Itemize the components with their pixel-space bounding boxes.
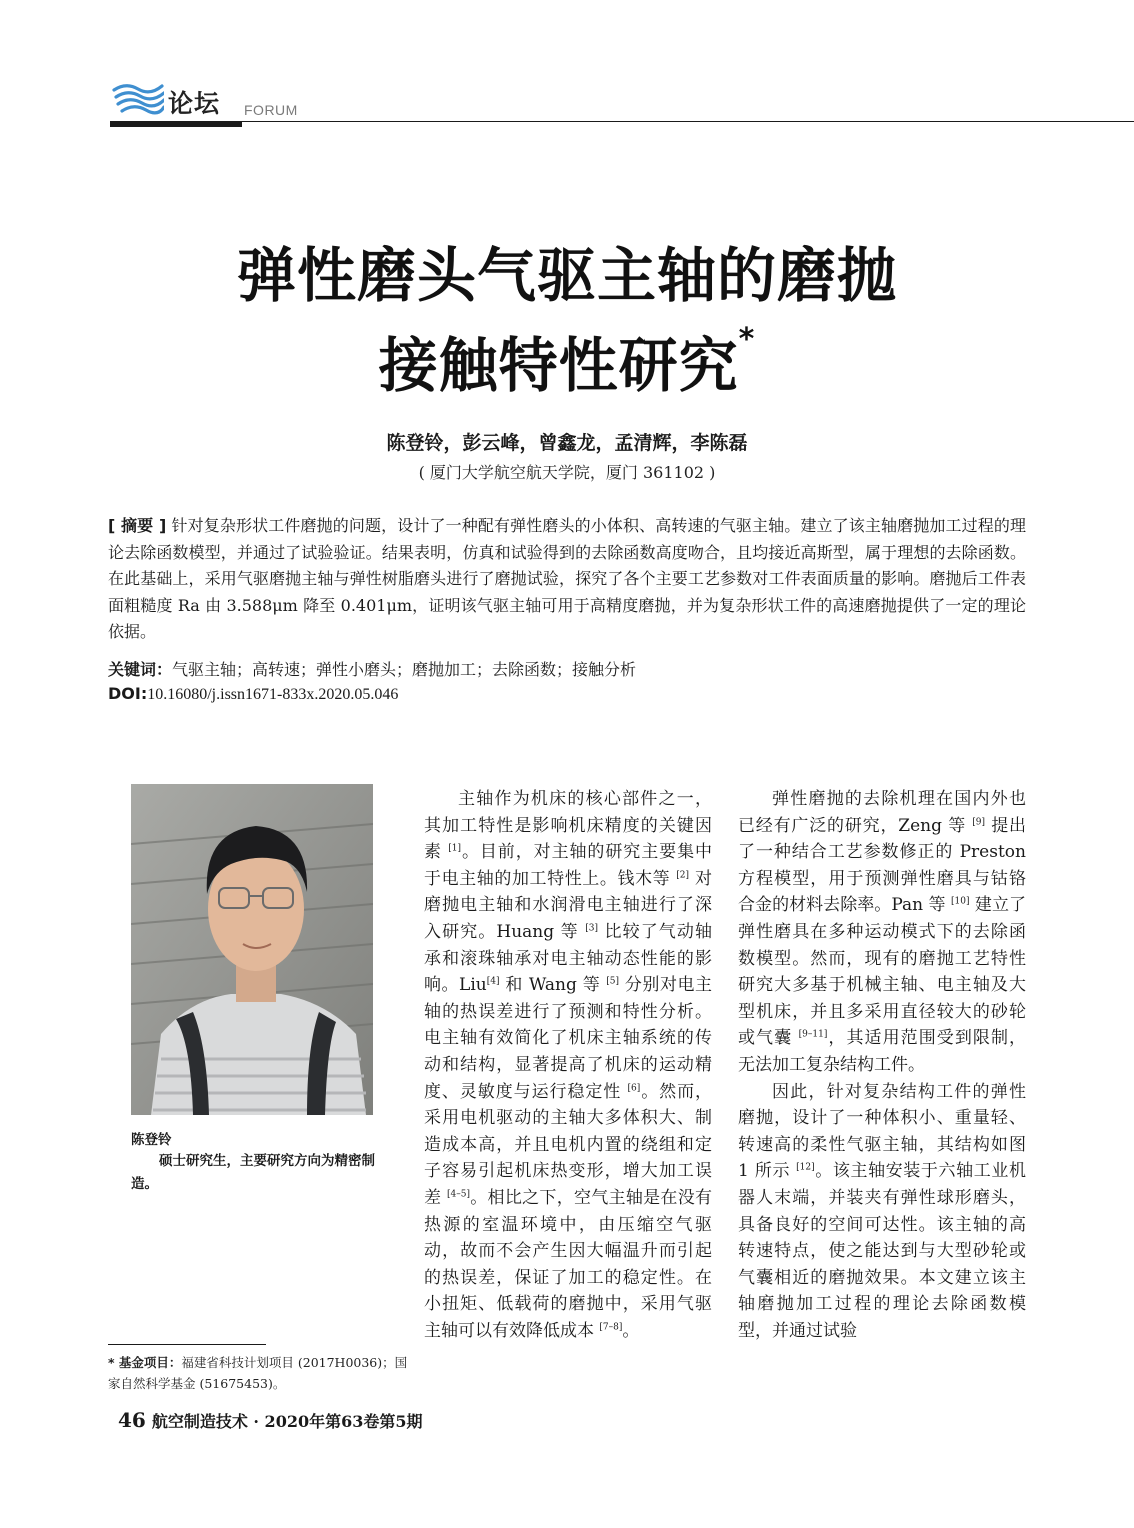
doi-text: 10.16080/j.issn1671-833x.2020.05.046 [147, 686, 399, 703]
section-title: 论坛 [168, 89, 221, 118]
paper-title-line1: 弹性磨头气驱主轴的磨抛 [236, 241, 897, 310]
journal-info: 航空制造技术 · 2020年第63卷第5期 [151, 1412, 423, 1431]
body-paragraph: 弹性磨抛的去除机理在国内外也已经有广泛的研究，Zeng 等 [9] 提出了一种结合工艺参数修正的 Preston 方程模型，用于预测弹性磨具与钴铬合金的材料去除率。Pan 等 [10] 建立了弹性磨具在多种运动模式下的去除函数模型。然而，现有的磨抛工艺特性研究大多基于机械主轴、电主轴及大型机床，并且多采用直径较大的砂轮或气囊 [9–11]，其适用范围受到限制，无法加工复杂结构工件。 [738, 789, 1027, 1075]
keywords [108, 657, 1026, 680]
abstract [108, 513, 1026, 646]
affiliation: ( 厦门大学航空航天学院，厦门 361102 ) [418, 463, 716, 482]
body-column-1 [424, 786, 712, 1344]
author-photo [131, 784, 373, 1115]
abstract-text: 针对复杂形状工件磨抛的问题，设计了一种配有弹性磨头的小体积、高转速的气驱主轴。建立了该主轴磨抛加工过程的理论去除函数模型，并通过了试验验证。结果表明，仿真和试验得到的去除函数高度吻合，且均接近高斯型，属于理想的去除函数。在此基础上，采用气驱磨抛主轴与弹性树脂磨头进行了磨抛试验，探究了各个主要工艺参数对工件表面质量的影响。磨抛后工件表面粗糙度 Ra 由 3.588μm 降至 0.401μm，证明该气驱主轴可用于高精度磨抛，并为复杂形状工件的高速磨抛提供了一定的理论依据。 [108, 516, 1026, 641]
fund-label: * 基金项目： [108, 1355, 182, 1370]
fund-text: 福建省科技计划项目 (2017H0036)；国家自然科学基金 (51675453)。 [108, 1355, 408, 1391]
header-rule [242, 121, 1134, 122]
paper-title-line2 [0, 318, 1134, 403]
authors: 陈登铃，彭云峰，曾鑫龙，孟清辉，李陈磊 [386, 432, 748, 454]
wave-logo-icon [112, 80, 164, 118]
page-number: 46 [118, 1408, 146, 1432]
paper-title-line2-text: 接触特性研究 [378, 331, 739, 400]
photo-caption-name: 陈登铃 [131, 1132, 172, 1148]
header-bar [110, 121, 242, 127]
body-column-2 [738, 786, 1026, 1344]
photo-caption-desc: 硕士研究生，主要研究方向为精密制造。 [131, 1153, 375, 1192]
keywords-text: 气驱主轴；高转速；弹性小磨头；磨抛加工；去除函数；接触分析 [172, 660, 637, 679]
body-paragraph: 因此，针对复杂结构工件的弹性磨抛，设计了一种体积小、重量轻、转速高的柔性气驱主轴，其结构如图 1 所示 [12]。该主轴安装于六轴工业机器人末端，并装夹有弹性球形磨头，具备良好的空间可达性。该主轴的高转速特点，使之能达到与大型砂轮或气囊相近的磨抛效果。本文建立该主轴磨抛加工过程的理论去除函数模型，并通过试验 [738, 1081, 1027, 1341]
keywords-label: 关键词： [108, 660, 173, 679]
abstract-label: [ 摘要 ] [108, 516, 167, 535]
fund-footnote [108, 1352, 408, 1394]
doi [108, 684, 398, 704]
body-paragraph: 主轴作为机床的核心部件之一，其加工特性是影响机床精度的关键因素 [1]。目前，对主轴的研究主要集中于电主轴的加工特性上。钱木等 [2] 对磨抛电主轴和水润滑电主轴进行了深入研究。Huang 等 [3] 比较了气动轴承和滚珠轴承对电主轴动态性能的影响。Liu[4] 和 Wang 等 [5] 分别对电主轴的热误差进行了预测和特性分析。电主轴有效简化了机床主轴系统的传动和结构，显著提高了机床的运动精度、灵敏度与运行稳定性 [6]。然而，采用电机驱动的主轴大多体积大、制造成本高，并且电机内置的绕组和定子容易引起机床热变形，增大加工误差 [4–5]。相比之下，空气主轴是在没有热源的室温环境中，由压缩空气驱动，故而不会产生因大幅温升而引起的热误差，保证了加工的稳定性。在小扭矩、低载荷的磨抛中，采用气驱主轴可以有效降低成本 [7–8]。 [424, 789, 713, 1341]
page-footer [118, 1408, 423, 1432]
section-title-en: FORUM [244, 102, 298, 118]
footnote-rule [108, 1344, 266, 1345]
doi-label: DOI: [108, 684, 148, 703]
title-footnote-mark: * [738, 322, 756, 357]
